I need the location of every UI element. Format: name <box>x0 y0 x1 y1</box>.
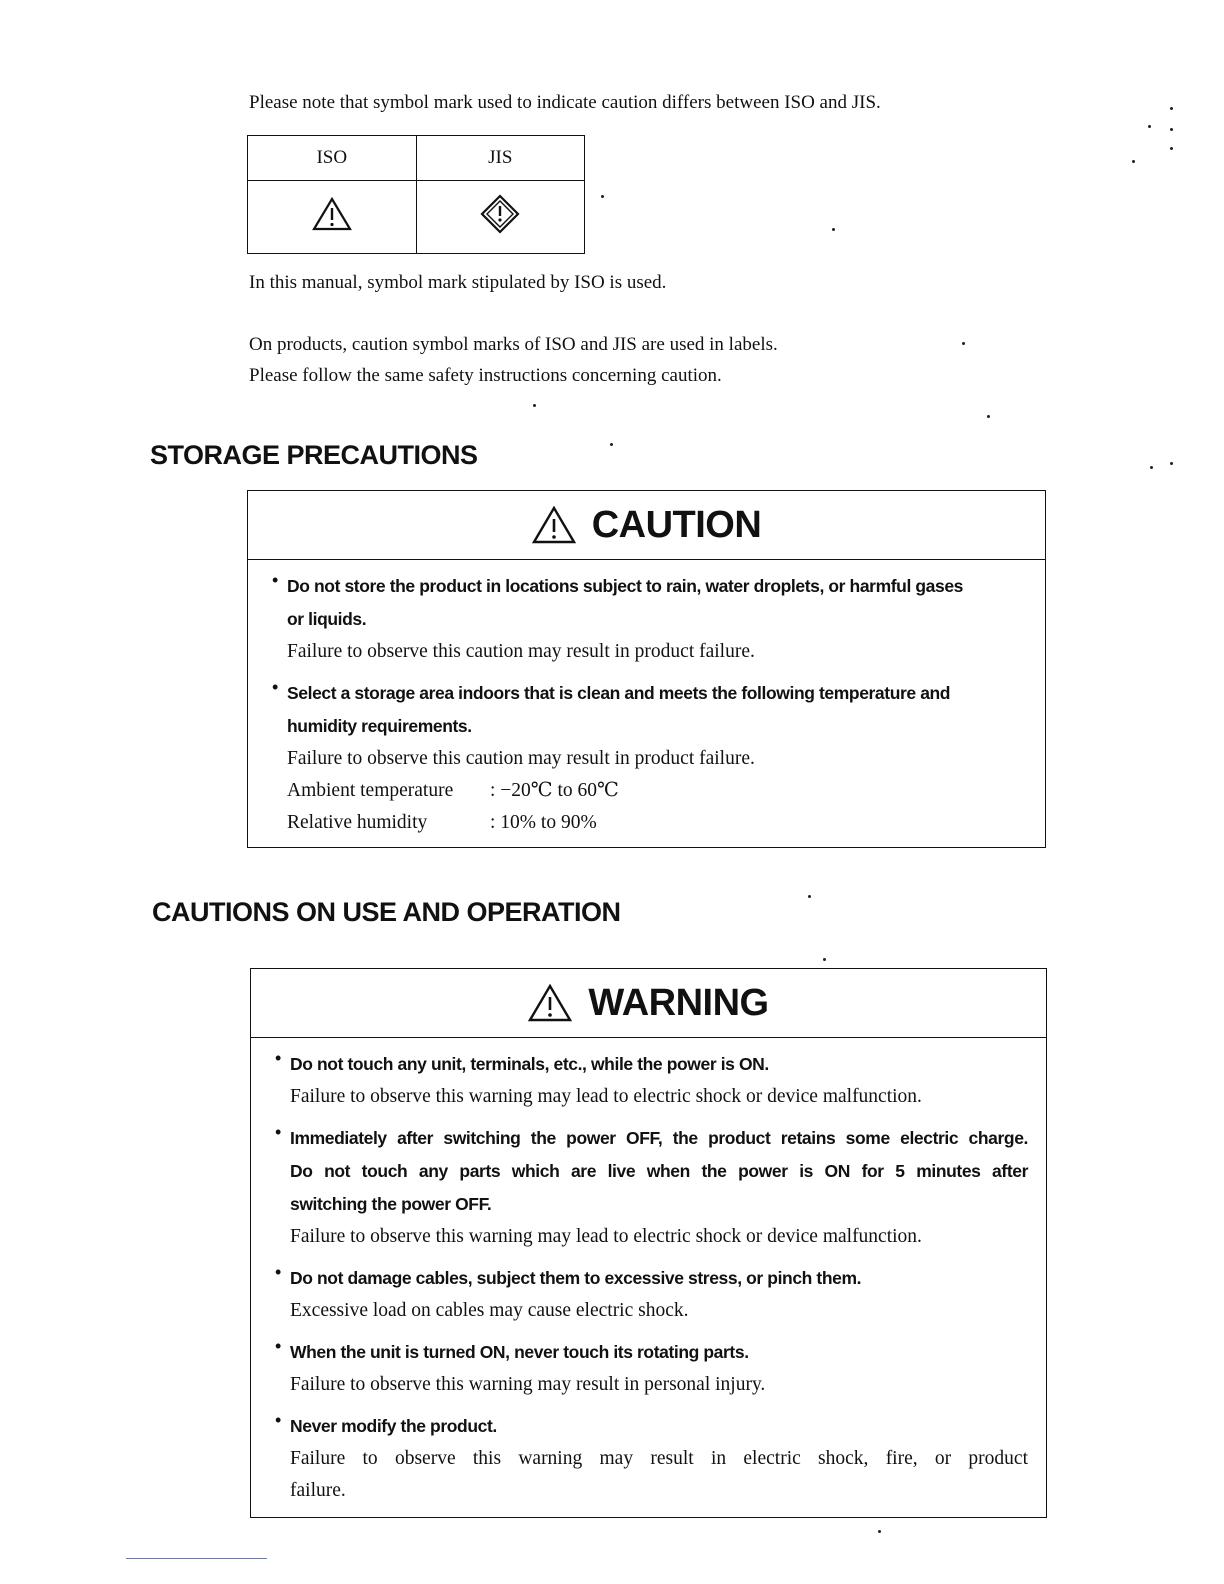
symbol-table <box>247 135 585 254</box>
jis-header: JIS <box>416 136 585 181</box>
warning-label: WARNING <box>588 981 769 1024</box>
warning-item-text: Immediately after switching the power OFF, the product retains some electric charge. <box>290 1128 1028 1148</box>
scan-speck <box>1132 160 1135 163</box>
warning-triangle-icon <box>528 984 572 1022</box>
bullet: • <box>275 1122 282 1142</box>
caution-header <box>248 491 1045 560</box>
spec-label: Relative humidity <box>287 812 428 833</box>
iso-header: ISO <box>248 136 417 181</box>
jis-symbol-cell <box>416 181 585 254</box>
scan-speck <box>601 195 604 198</box>
bullet: • <box>275 1262 282 1282</box>
iso-symbol-cell <box>248 181 417 254</box>
products-note-2: Please follow the same safety instructions concerning caution. <box>249 365 722 386</box>
warning-item <box>251 1262 1046 1327</box>
spec-label: Ambient temperature <box>287 780 454 801</box>
scan-speck <box>962 342 965 345</box>
caution-item-consequence: Failure to observe this caution may result in product failure. <box>287 748 755 769</box>
spec-value: : −20℃ to 60℃ <box>490 780 619 801</box>
spec-value: : 10% to 90% <box>490 812 597 833</box>
bullet: • <box>272 570 279 590</box>
warning-item-consequence: failure. <box>290 1480 346 1501</box>
intro-note: Please note that symbol mark used to indicate caution differs between ISO and JIS. <box>249 92 881 113</box>
bullet: • <box>272 677 279 697</box>
warning-item-text: Do not damage cables, subject them to excessive stress, or pinch them. <box>290 1268 862 1288</box>
scan-speck <box>878 1530 881 1533</box>
scan-speck <box>1170 462 1173 465</box>
warning-item <box>251 1336 1046 1401</box>
scan-speck <box>987 415 990 418</box>
caution-label: CAUTION <box>591 503 762 546</box>
scan-speck <box>1170 147 1173 150</box>
caution-item <box>248 677 1045 839</box>
scan-speck <box>1170 107 1173 110</box>
caution-item-text: Select a storage area indoors that is clean and meets the following temperature and <box>287 683 951 703</box>
page-edge-line <box>126 1558 267 1559</box>
caution-item-text: humidity requirements. <box>287 716 472 736</box>
warning-item-text: Never modify the product. <box>290 1416 497 1436</box>
warning-item-consequence: Failure to observe this warning may result in personal injury. <box>290 1374 766 1395</box>
warning-item-consequence: Failure to observe this warning may result in electric shock, fire, or product <box>290 1448 1028 1469</box>
bullet: • <box>275 1410 282 1430</box>
products-note-1: On products, caution symbol marks of ISO and JIS are used in labels. <box>249 334 778 355</box>
warning-item-consequence: Failure to observe this warning may lead to electric shock or device malfunction. <box>290 1086 922 1107</box>
caution-item-text: or liquids. <box>287 609 367 629</box>
warning-item-consequence: Excessive load on cables may cause electric shock. <box>290 1300 689 1321</box>
operation-heading: CAUTIONS ON USE AND OPERATION <box>152 897 621 927</box>
storage-heading: STORAGE PRECAUTIONS <box>150 440 478 470</box>
scan-speck <box>1170 128 1173 131</box>
triangle-warning-icon <box>312 197 352 231</box>
warning-item-text: When the unit is turned ON, never touch its rotating parts. <box>290 1342 749 1362</box>
caution-item <box>248 570 1045 668</box>
caution-triangle-icon <box>532 506 576 544</box>
warning-item-consequence: Failure to observe this warning may lead to electric shock or device malfunction. <box>290 1226 922 1247</box>
warning-item <box>251 1122 1046 1253</box>
scan-speck <box>533 404 536 407</box>
manual-note: In this manual, symbol mark stipulated by ISO is used. <box>249 272 667 293</box>
warning-item-text: switching the power OFF. <box>290 1194 492 1214</box>
spec-row-temperature <box>287 775 1027 807</box>
caution-item-consequence: Failure to observe this caution may result in product failure. <box>287 641 755 662</box>
warning-item <box>251 1410 1046 1507</box>
warning-item-text: Do not touch any parts which are live when the power is ON for 5 minutes after <box>290 1161 1028 1181</box>
spec-row-humidity <box>287 807 1027 839</box>
scan-speck <box>610 443 613 446</box>
scan-speck <box>832 228 835 231</box>
warning-item <box>251 1048 1046 1113</box>
warning-box <box>250 968 1047 1518</box>
caution-box <box>247 490 1046 848</box>
scan-speck <box>808 895 811 898</box>
scan-speck <box>823 958 826 961</box>
warning-item-text: Do not touch any unit, terminals, etc., while the power is ON. <box>290 1054 769 1074</box>
scan-speck <box>1148 125 1151 128</box>
bullet: • <box>275 1336 282 1356</box>
warning-header <box>251 969 1046 1038</box>
bullet: • <box>275 1048 282 1068</box>
diamond-warning-icon <box>480 194 520 234</box>
scan-speck <box>1150 466 1153 469</box>
caution-item-text: Do not store the product in locations subject to rain, water droplets, or harmful gases <box>287 576 963 596</box>
